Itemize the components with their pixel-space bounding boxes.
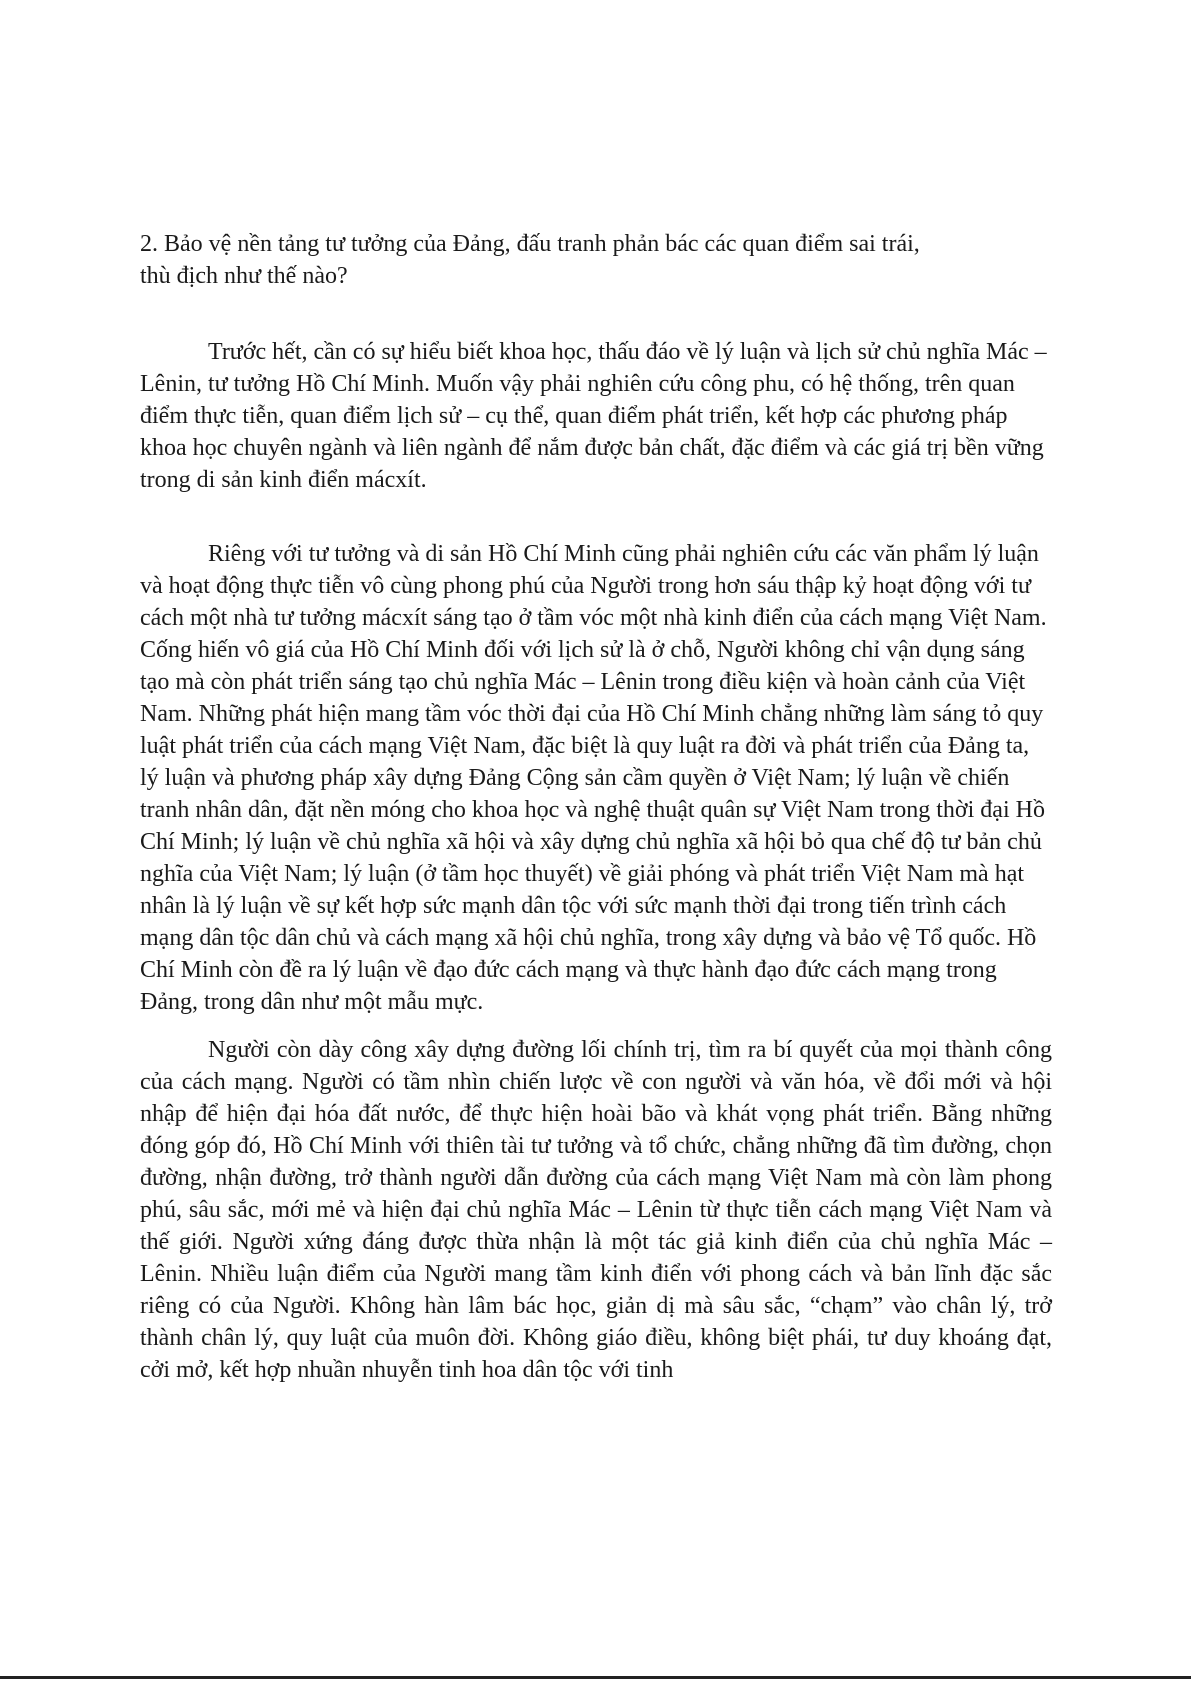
paragraph-3: Người còn dày công xây dựng đường lối chính trị, tìm ra bí quyết của mọi thành công của cách mạng. Người có tầm nhìn chiến lược về con người và văn hóa, về đổi mới và hội nhập để hiện đại hóa đất nước, để thực hiện hoài bão và khát vọng phát triển. Bằng những đóng góp đó, Hồ Chí Minh với thiên tài tư tưởng và tổ chức, chẳng những đã tìm đường, chọn đường, nhận đường, trở thành người dẫn đường của cách mạng Việt Nam mà còn làm phong phú, sâu sắc, mới mẻ và hiện đại chủ nghĩa Mác – Lênin từ thực tiễn cách mạng Việt Nam và thế giới. Người xứng đáng được thừa nhận là một tác giả kinh điển của chủ nghĩa Mác – Lênin. Nhiều luận điểm của Người mang tầm kinh điển với phong cách và bản lĩnh đặc sắc riêng có của Người. Không hàn lâm bác học, giản dị mà sâu sắc, “chạm” vào chân lý, trở thành chân lý, quy luật của muôn đời. Không giáo điều, không biệt phái, tư duy khoáng đạt, cởi mở, kết hợp nhuần nhuyễn tinh hoa dân tộc với tinh bbox=[140, 1037, 1052, 1383]
section-heading: 2. Bảo vệ nền tảng tư tưởng của Đảng, đấu tranh phản bác các quan điểm sai trái, thù địch như thế nào? bbox=[140, 231, 920, 289]
page-content bbox=[140, 228, 1052, 1386]
bottom-edge-line bbox=[0, 1676, 1191, 1679]
paragraph-2: Riêng với tư tưởng và di sản Hồ Chí Minh cũng phải nghiên cứu các văn phẩm lý luận và hoạt động thực tiễn vô cùng phong phú của Người trong hơn sáu thập kỷ hoạt động với tư cách một nhà tư tưởng mácxít sáng tạo ở tầm vóc một nhà kinh điển của cách mạng Việt Nam. Cống hiến vô giá của Hồ Chí Minh đối với lịch sử là ở chỗ, Người không chỉ vận dụng sáng tạo mà còn phát triển sáng tạo chủ nghĩa Mác – Lênin trong điều kiện và hoàn cảnh của Việt Nam. Những phát hiện mang tầm vóc thời đại của Hồ Chí Minh chẳng những làm sáng tỏ quy luật phát triển của cách mạng Việt Nam, đặc biệt là quy luật ra đời và phát triển của Đảng ta, lý luận và phương pháp xây dựng Đảng Cộng sản cầm quyền ở Việt Nam; lý luận về chiến tranh nhân dân, đặt nền móng cho khoa học và nghệ thuật quân sự Việt Nam trong thời đại Hồ Chí Minh; lý luận về chủ nghĩa xã hội và xây dựng chủ nghĩa xã hội bỏ qua chế độ tư bản chủ nghĩa của Việt Nam; lý luận (ở tầm học thuyết) về giải phóng và phát triển Việt Nam mà hạt nhân là lý luận về sự kết hợp sức mạnh dân tộc với sức mạnh thời đại trong tiến trình cách mạng dân tộc dân chủ và cách mạng xã hội chủ nghĩa, trong xây dựng và bảo vệ Tổ quốc. Hồ Chí Minh còn đề ra lý luận về đạo đức cách mạng và thực hành đạo đức cách mạng trong Đảng, trong dân như một mẫu mực. bbox=[140, 541, 1047, 1015]
paragraph-1: Trước hết, cần có sự hiểu biết khoa học, thấu đáo về lý luận và lịch sử chủ nghĩa Mác – Lênin, tư tưởng Hồ Chí Minh. Muốn vậy phải nghiên cứu công phu, có hệ thống, trên quan điểm thực tiễn, quan điểm lịch sử – cụ thể, quan điểm phát triển, kết hợp các phương pháp khoa học chuyên ngành và liên ngành để nắm được bản chất, đặc điểm và các giá trị bền vững trong di sản kinh điển mácxít. bbox=[140, 339, 1047, 493]
